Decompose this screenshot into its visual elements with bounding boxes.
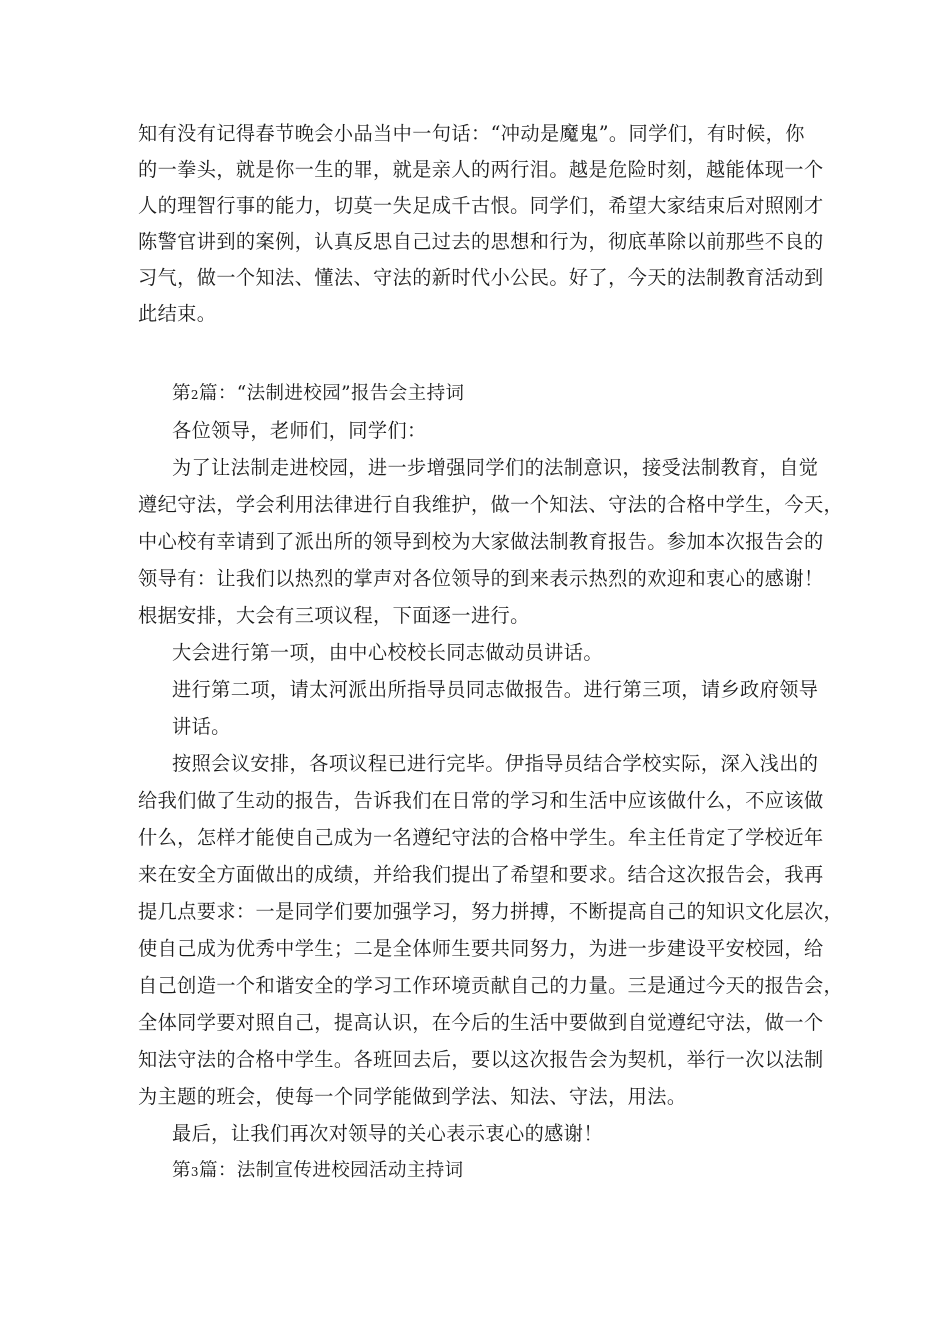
paragraph-line: 为主题的班会，使每一个同学能做到学法、知法、守法，用法。 [138,1085,687,1108]
paragraph-line: 全体同学要对照自己，提高认识，在今后的生活中要做到自觉遵纪守法，做一个 [138,1011,824,1034]
paragraph-line: 领导有：让我们以热烈的掌声对各位领导的到来表示热烈的欢迎和衷心的感谢！ [138,567,824,590]
heading-title: 篇：“法制进校园”报告会主持词 [198,383,465,404]
paragraph-line: 的一拳头，就是你一生的罪，就是亲人的两行泪。越是危险时刻，越能体现一个 [138,158,824,181]
heading-number: 3 [190,1165,199,1179]
paragraph-line: 中心校有幸请到了派出所的领导到校为大家做法制教育报告。参加本次报告会的 [138,530,824,553]
paragraph-line: 知有没有记得春节晚会小品当中一句话：“冲动是魔鬼”。同学们，有时候，你 [138,122,805,145]
section-heading-3 [172,1153,464,1190]
paragraph-line: 此结束。 [138,302,217,325]
paragraph-line: 讲话。 [172,715,231,738]
heading-prefix: 第 [172,383,191,404]
paragraph-line: 自己创造一个和谐安全的学习工作环境贡献自己的力量。三是通过今天的报告会， [138,974,844,997]
paragraph-line: 习气，做一个知法、懂法、守法的新时代小公民。好了，今天的法制教育活动到 [138,266,824,289]
paragraph-line: 提几点要求：一是同学们要加强学习，努力拼搏，不断提高自己的知识文化层次， [138,900,844,923]
section-heading-2 [172,376,464,413]
paragraph-line: 人的理智行事的能力，切莫一失足成千古恨。同学们，希望大家结束后对照刚才 [138,194,824,217]
paragraph-line: 来在安全方面做出的成绩，并给我们提出了希望和要求。结合这次报告会，我再 [138,863,824,886]
salutation-line: 各位领导，老师们，同学们： [172,419,427,442]
paragraph-line: 什么，怎样才能使自己成为一名遵纪守法的合格中学生。牟主任肯定了学校近年 [138,826,824,849]
heading-title: 篇：法制宣传进校园活动主持词 [198,1160,464,1181]
paragraph-line: 知法守法的合格中学生。各班回去后，要以这次报告会为契机，举行一次以法制 [138,1048,824,1071]
paragraph-line: 最后，让我们再次对领导的关心表示衷心的感谢！ [172,1122,603,1145]
heading-prefix: 第 [172,1160,191,1181]
paragraph-line: 根据安排，大会有三项议程，下面逐一进行。 [138,604,530,627]
paragraph-line: 按照会议安排，各项议程已进行完毕。伊指导员结合学校实际，深入浅出的 [172,752,819,775]
heading-number: 2 [190,388,199,402]
paragraph-line: 大会进行第一项，由中心校校长同志做动员讲话。 [172,641,603,664]
paragraph-line: 使自己成为优秀中学生；二是全体师生要共同努力，为进一步建设平安校园，给 [138,937,824,960]
paragraph-line: 给我们做了生动的报告，告诉我们在日常的学习和生活中应该做什么，不应该做 [138,789,824,812]
paragraph-line: 为了让法制走进校园，进一步增强同学们的法制意识，接受法制教育，自觉 [172,456,819,479]
paragraph-line: 陈警官讲到的案例，认真反思自己过去的思想和行为，彻底革除以前那些不良的 [138,230,824,253]
paragraph-line: 进行第二项，请太河派出所指导员同志做报告。进行第三项，请乡政府领导 [172,678,819,701]
paragraph-line: 遵纪守法，学会利用法律进行自我维护，做一个知法、守法的合格中学生，今天， [138,493,844,516]
